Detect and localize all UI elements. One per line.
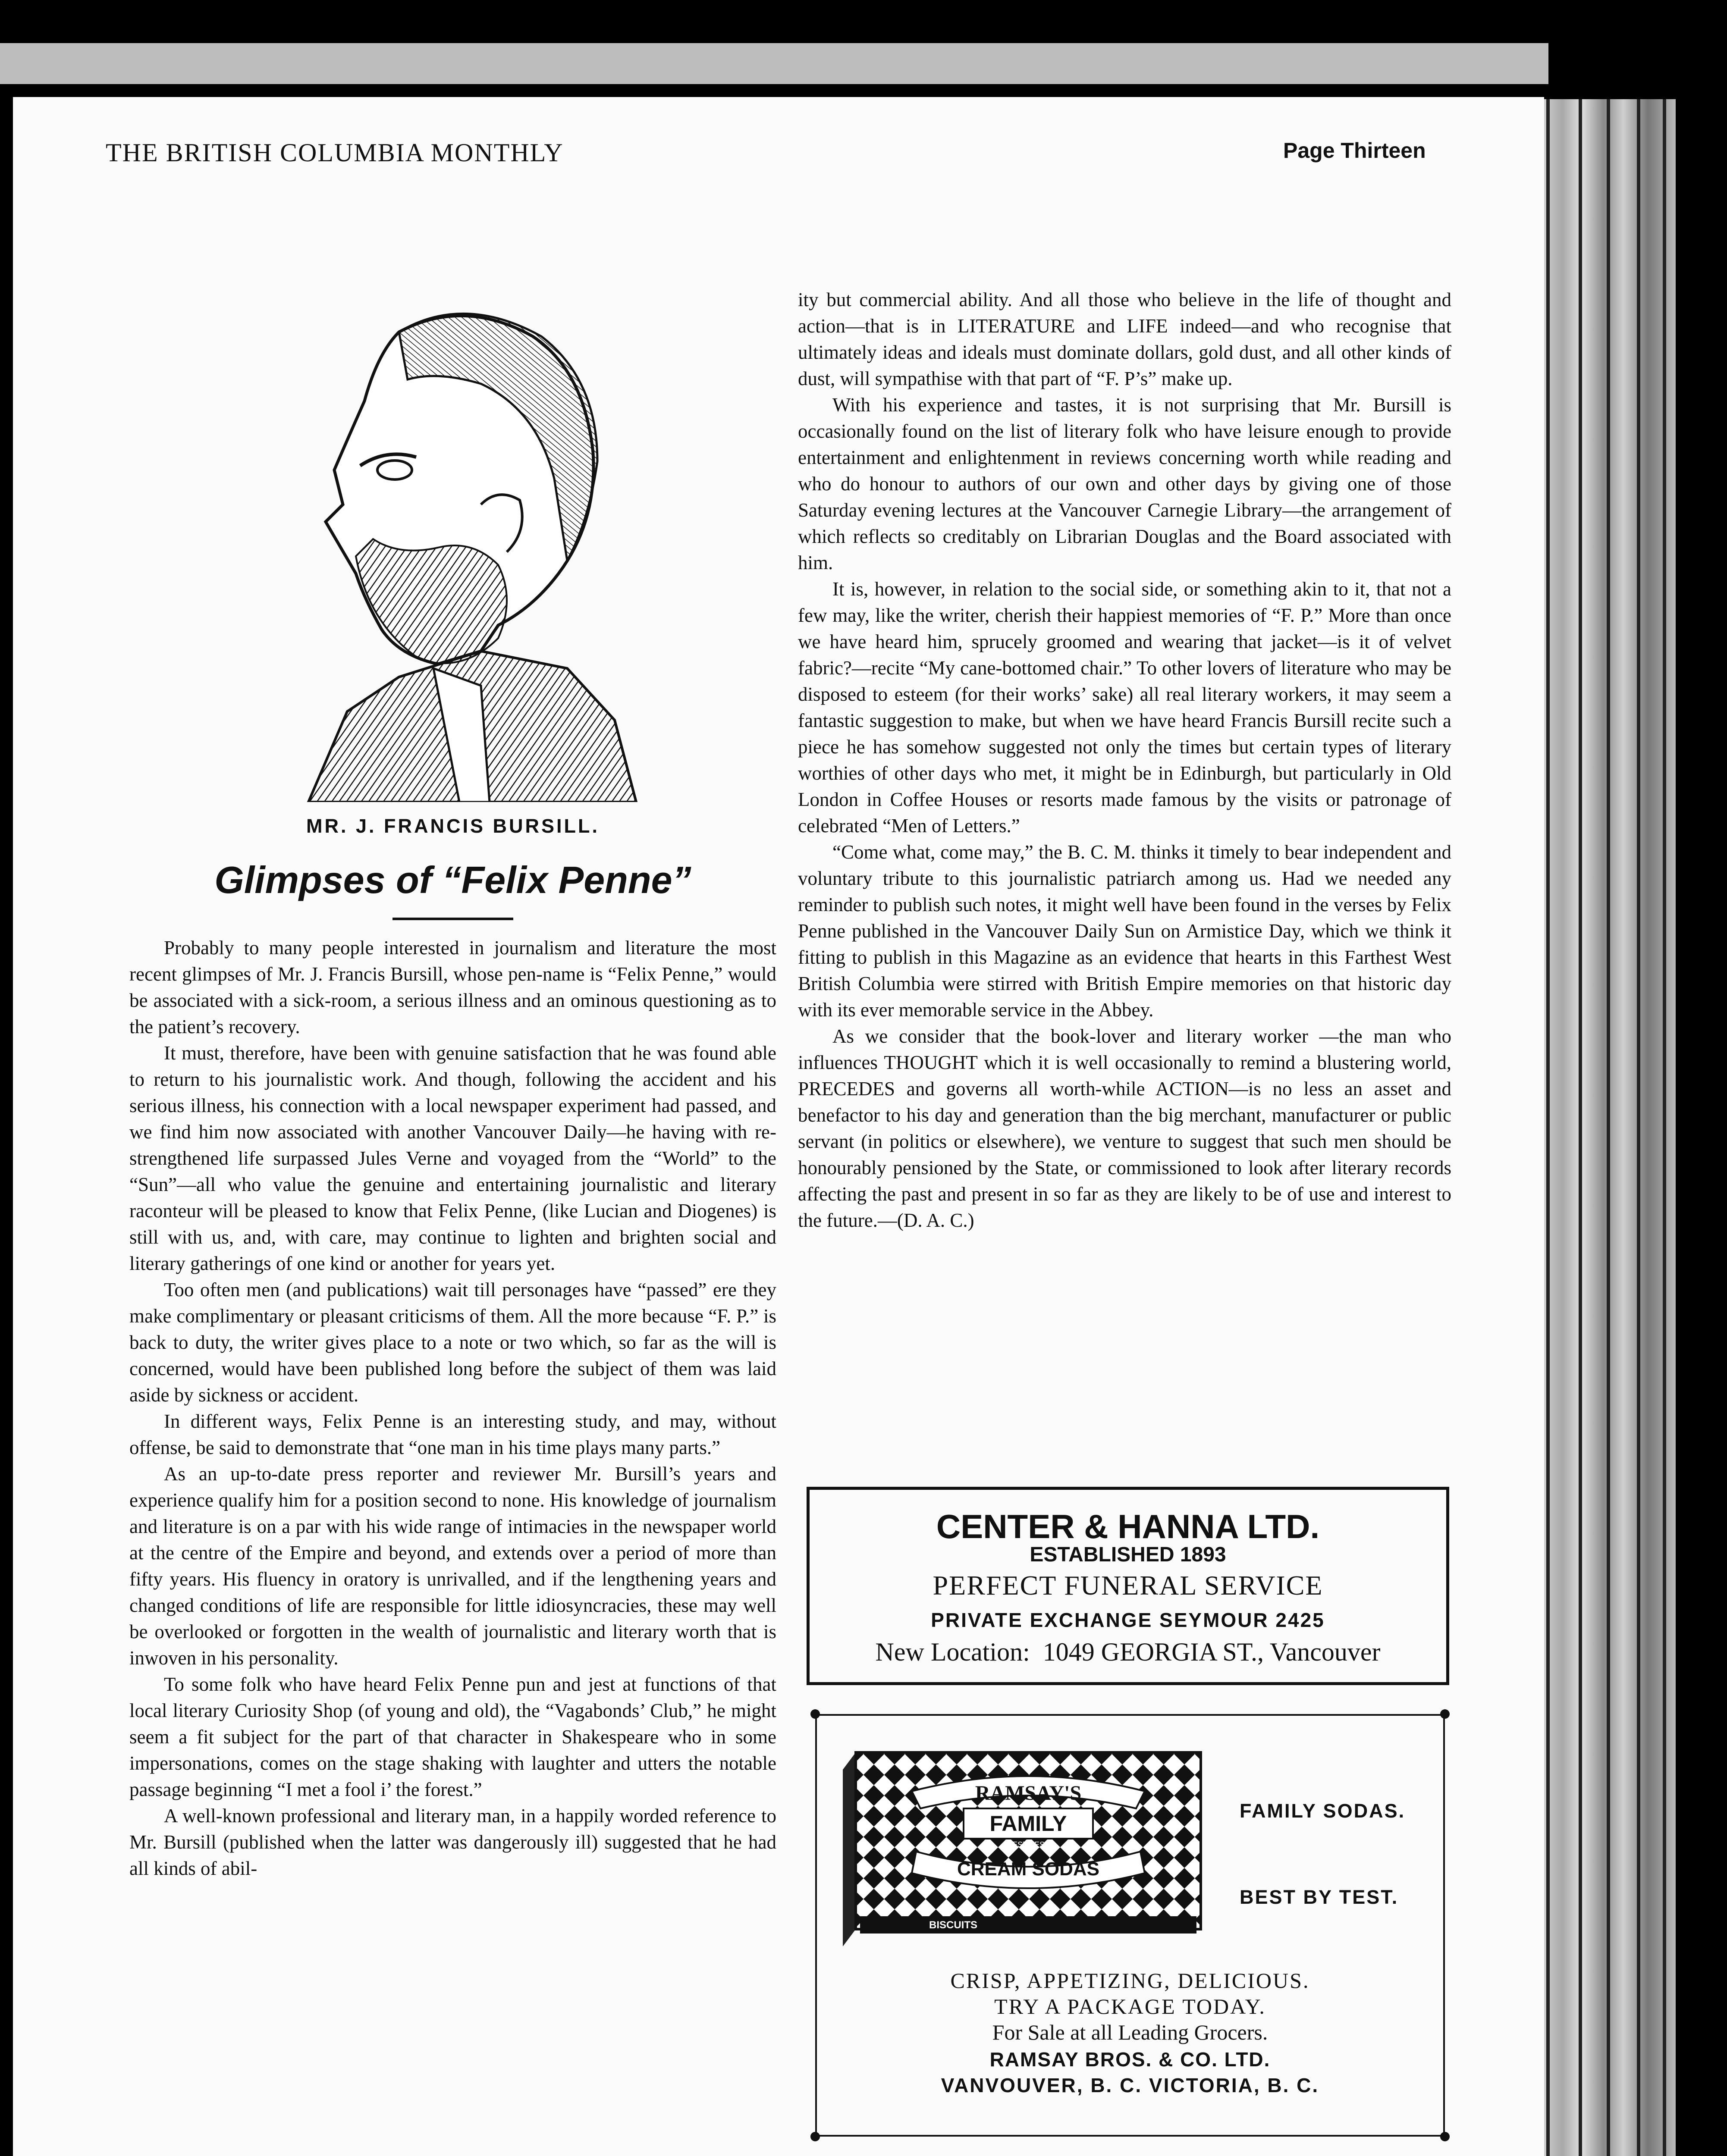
- title-rule: [392, 918, 513, 920]
- article-paragraph: To some folk who have heard Felix Penne pun and jest at functions of that local literary Curiosity Shop (of young and old), the “Vagabonds’ Club,” he might seem a fit subject for the part of that character in Shakespeare who in some impersonations, comes on the stage shaking with laughter and utters the notable passage beginning “I met a fool i’ the forest.”: [129, 1673, 776, 1800]
- ad-call-to-action: TRY A PACKAGE TODAY.: [994, 1994, 1266, 2018]
- article-paragraph: It must, therefore, have been with genuine satisfaction that he was found able to return to his journalistic work. And though, following the accident and his serious illness, his connection with a local newspaper experiment had passed, and we find him now associated with another Vancouver Daily—he having with re-strengthened life surpassed Jules Verne and voyaged from the “World” to the “Sun”—all who value the genuine and entertaining journalistic and literary raconteur will be pleased to know that Felix Penne, (like Lucian and Diogenes) is still with us, and, with care, may continue to lighten and brighten social and literary gatherings of one kind or another for years yet.: [129, 1042, 776, 1274]
- portrait-illustration: [257, 298, 641, 802]
- corner-dot: [810, 2132, 820, 2141]
- ad-established: ESTABLISHED 1893: [1030, 1543, 1226, 1566]
- box-brand: RAMSAY'S: [975, 1782, 1082, 1805]
- ad-company: RAMSAY BROS. & CO. LTD.: [989, 2048, 1271, 2071]
- portrait-caption: MR. J. FRANCIS BURSILL.: [306, 815, 600, 837]
- ad-location: [810, 1637, 1446, 1667]
- article-paragraph: “Come what, come may,” the B. C. M. thinks it timely to bear independent and voluntary tribute to this journalistic patriarch among us. Had we needed any reminder to publish such notes, it might well have been found in the verses by Felix Penne published in the Vancouver Daily Sun on Armistice Day, which we think it fitting to publish in this Magazine as an evidence that hearts in this Farthest West British Columbia were stirred with British Empire memories on that historic day with its ever memorable service in the Abbey.: [798, 841, 1451, 1021]
- page-number-label: Page Thirteen: [1283, 138, 1426, 163]
- article-right-column: [798, 287, 1451, 1234]
- center-hanna-advertisement: [807, 1487, 1449, 1685]
- ad-location-label: New Location:: [875, 1638, 1030, 1666]
- ad-slogan: CRISP, APPETIZING, DELICIOUS.: [950, 1968, 1310, 1993]
- book-page-edges: [1538, 99, 1676, 2156]
- box-footer: BISCUITS: [929, 1919, 978, 1931]
- box-best: BEST-TEST: [1007, 1840, 1050, 1849]
- article-paragraph: As an up-to-date press reporter and reviewer Mr. Bursill’s years and experience qualify him for a position second to none. His knowledge of journalism and literature is on a par with his wide range of intimacies in the newspaper world at the centre of the Empire and beyond, and extends over a period of more than fifty years. His fluency in oratory is unrivalled, and if the lengthening years and changed conditions of life are responsible for little idiosyncracies, these may well be overlooked or forgotten in the wealth of journalistic and literary worth that is inwoven in his personality.: [129, 1463, 776, 1669]
- box-product: CREAM SODAS: [957, 1858, 1100, 1880]
- ad-service: PERFECT FUNERAL SERVICE: [933, 1570, 1323, 1601]
- article-left-column: [129, 935, 776, 1882]
- article-paragraph: In different ways, Felix Penne is an interesting study, and may, without offense, be said to demonstrate that “one man in his time plays many parts.”: [129, 1410, 776, 1458]
- ad-phone: PRIVATE EXCHANGE SEYMOUR 2425: [931, 1609, 1325, 1631]
- cream-sodas-box-illustration: [843, 1744, 1205, 1946]
- ad-company-name: CENTER & HANNA LTD.: [936, 1507, 1320, 1545]
- ad-availability: For Sale at all Leading Grocers.: [992, 2020, 1268, 2044]
- box-family: FAMILY: [989, 1811, 1067, 1836]
- ad-cities: VANVOUVER, B. C. VICTORIA, B. C.: [941, 2074, 1319, 2096]
- publication-title: THE BRITISH COLUMBIA MONTHLY: [106, 138, 564, 167]
- corner-dot: [1440, 1709, 1450, 1719]
- article-paragraph: With his experience and tastes, it is not surprising that Mr. Bursill is occasionally found on the list of literary folk who have leisure enough to provide entertainment and enlightenment in reviews concerning worth while reading and who do honour to authors of our own and other days by giving one of those Saturday evening lectures at the Vancouver Carnegie Library—the arrangement of which reflects so creditably on Librarian Douglas and the Board associated with him.: [798, 394, 1451, 573]
- ad-location-address: 1049 GEORGIA ST., Vancouver: [1042, 1638, 1381, 1666]
- article-paragraph: Too often men (and publications) wait till personages have “passed” ere they make complimentary or pleasant criticisms of them. All the more because “F. P.” is back to duty, the writer gives place to a note or two which, so far as the will is concerned, would have been published long before the subject of them was laid aside by sickness or accident.: [129, 1279, 776, 1406]
- article-paragraph: As we consider that the book-lover and literary worker —the man who influences THOUGHT which it is well occasionally to remind a blustering world, PRECEDES and governs all worth-while ACTION—is no less an asset and benefactor to his day and generation than the big merchant, manufacturer or public servant (in politics or elsewhere), we venture to suggest that such men should be honourably pensioned by the State, or commissioned to look after literary records affecting the past and present in so far as they are likely to be of use and interest to the future.—(D. A. C.): [798, 1025, 1451, 1231]
- ad-best-by-test: BEST BY TEST.: [1240, 1886, 1399, 1908]
- article-paragraph: A well-known professional and literary man, in a happily worded reference to Mr. Bursill (published when the latter was dangerously ill) suggested that he had all kinds of abil-: [129, 1805, 776, 1879]
- article-paragraph: It is, however, in relation to the social side, or something akin to it, that not a few may, like the writer, cherish their happiest memories of “F. P.” More than once we have heard him, sprucely groomed and wearing that jacket—is it of velvet fabric?—recite “My cane-bottomed chair.” To other lovers of literature who may be disposed to esteem (for their works’ sake) all real literary workers, it may seem a fantastic suggestion to make, but when we have heard Francis Bursill recite such a piece he has somehow suggested not only the times but certain types of literary worthies of other days who met, it might be in Edinburgh, but particularly in Old London in Coffee Houses or resorts made famous by the visits or patronage of celebrated “Men of Letters.”: [798, 578, 1451, 837]
- article-paragraph: ity but commercial ability. And all those who believe in the life of thought and action—that is in LITERATURE and LIFE indeed—and who recognise that ultimately ideas and ideals must dominate dollars, gold dust, and all other kinds of dust, will sympathise with that part of “F. P’s” make up.: [798, 289, 1451, 389]
- article-paragraph: Probably to many people interested in journalism and literature the most recent glimpses of Mr. J. Francis Bursill, whose pen-name is “Felix Penne,” would be associated with a sick-room, a serious illness and an ominous questioning as to the patient’s recovery.: [129, 937, 776, 1037]
- corner-dot: [810, 1709, 820, 1719]
- article-title: Glimpses of “Felix Penne”: [214, 859, 691, 901]
- ad-family-sodas: FAMILY SODAS.: [1240, 1800, 1406, 1822]
- scan-top-edge: [0, 43, 1548, 84]
- ramsay-advertisement: [815, 1714, 1445, 2137]
- corner-dot: [1440, 2132, 1450, 2141]
